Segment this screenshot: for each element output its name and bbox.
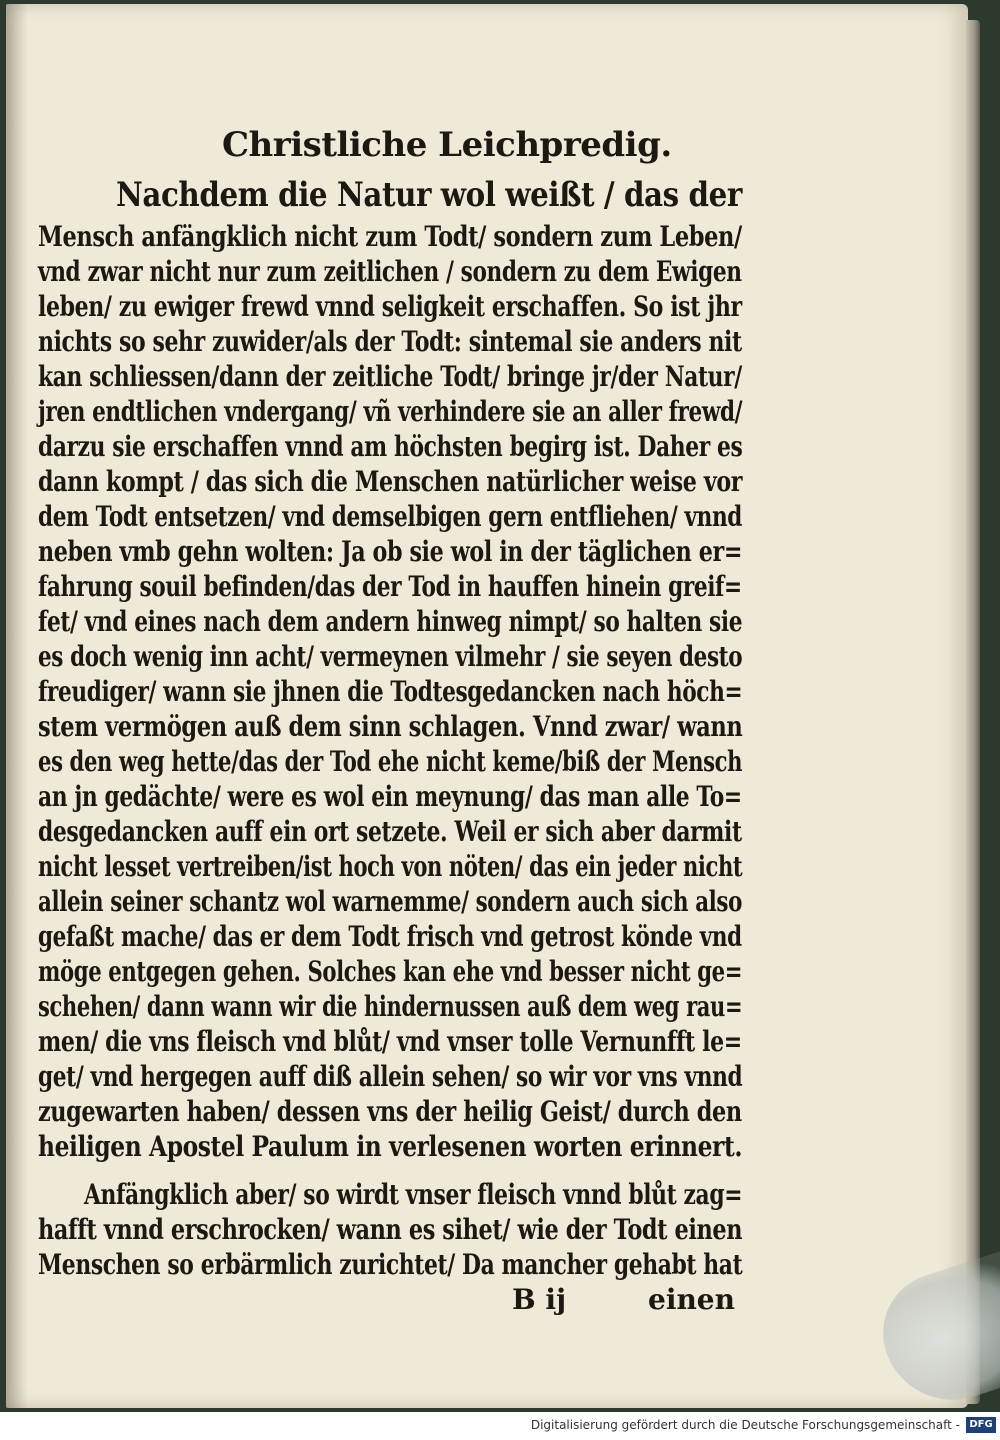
text-line: an jn gedächte/ were es wol ein meynung/ das man alle To= bbox=[38, 780, 742, 813]
text-line: kan schliessen/dann der zeitliche Todt/ bringe jr/der Natur/ bbox=[38, 360, 742, 393]
text-line: es doch wenig inn acht/ vermeynen vilmehr / sie seyen desto bbox=[38, 640, 743, 673]
text-line: dann kompt / das sich die Menschen natürlicher weise vor bbox=[38, 465, 743, 498]
text-line: fahrung souil befinden/das der Tod in hauffen hinein greif= bbox=[38, 570, 742, 603]
text-line: darzu sie erschaffen vnnd am höchsten begirg ist. Daher es bbox=[38, 430, 743, 463]
text-line: zugewarten haben/ dessen vns der heilig Geist/ durch den bbox=[38, 1095, 742, 1128]
text-line: es den weg hette/das der Tod ehe nicht keme/biß der Mensch bbox=[38, 745, 743, 778]
text-line: stem vermögen auß dem sinn schlagen. Vnnd zwar/ wann bbox=[38, 710, 743, 743]
text-line: leben/ zu ewiger frewd vnnd seligkeit erschaffen. So ist jhr bbox=[38, 290, 742, 323]
text-line: nicht lesset vertreiben/ist hoch von nöten/ das ein jeder nicht bbox=[38, 850, 743, 883]
signature-mark: B ij bbox=[512, 1283, 567, 1316]
text-line: freudiger/ wann sie jhnen die Todtesgedancken nach höch= bbox=[38, 675, 743, 708]
text-line: desgedancken auff ein ort setzete. Weil er sich aber darmit bbox=[38, 815, 742, 848]
text-line: Anfängklich aber/ so wirdt vnser fleisch vnnd blůt zag= bbox=[84, 1178, 743, 1211]
dfg-logo: DFG bbox=[966, 1417, 996, 1433]
text-line: Nachdem die Natur wol weißt / das der bbox=[116, 175, 742, 215]
text-line: nichts so sehr zuwider/als der Todt: sintemal sie anders nit bbox=[38, 325, 742, 358]
text-line: schehen/ dann wann wir die hindernussen auß dem weg rau= bbox=[38, 990, 743, 1023]
text-line: heiligen Apostel Paulum in verlesenen worten erinnert. bbox=[38, 1130, 743, 1163]
text-line: neben vmb gehn wolten: Ja ob sie wol in der täglichen er= bbox=[38, 535, 743, 568]
text-line: jren endtlichen vndergang/ vñ verhindere sie an aller frewd/ bbox=[38, 395, 743, 428]
catchword: einen bbox=[648, 1283, 735, 1316]
text-line: hafft vnnd erschrocken/ wann es sihet/ wie der Todt einen bbox=[38, 1213, 743, 1246]
running-title: Christliche Leichpredig. bbox=[222, 125, 672, 165]
text-line: get/ vnd hergegen auff diß allein sehen/ so wir vor vns vnnd bbox=[38, 1060, 743, 1093]
text-line: dem Todt entsetzen/ vnd demselbigen gern entfliehen/ vnnd bbox=[38, 500, 742, 533]
footer-bar bbox=[0, 1412, 1000, 1440]
text-line: vnd zwar nicht nur zum zeitlichen / sondern zu dem Ewigen bbox=[38, 255, 742, 288]
text-line: gefaßt mache/ das er dem Todt frisch vnd getrost könde vnd bbox=[38, 920, 742, 953]
text-line: men/ die vns fleisch vnd blůt/ vnd vnser tolle Vernunfft le= bbox=[38, 1025, 742, 1058]
text-line: allein seiner schantz wol warnemme/ sondern auch sich also bbox=[38, 885, 742, 918]
text-line: möge entgegen gehen. Solches kan ehe vnd besser nicht ge= bbox=[38, 955, 743, 988]
text-line: Mensch anfängklich nicht zum Todt/ sondern zum Leben/ bbox=[38, 220, 742, 253]
footer-credit: Digitalisierung gefördert durch die Deutsche Forschungsgemeinschaft - bbox=[530, 1418, 960, 1432]
text-line: fet/ vnd eines nach dem andern hinweg nimpt/ so halten sie bbox=[38, 605, 743, 638]
text-line: Menschen so erbärmlich zurichtet/ Da mancher gehabt hat bbox=[38, 1248, 743, 1281]
